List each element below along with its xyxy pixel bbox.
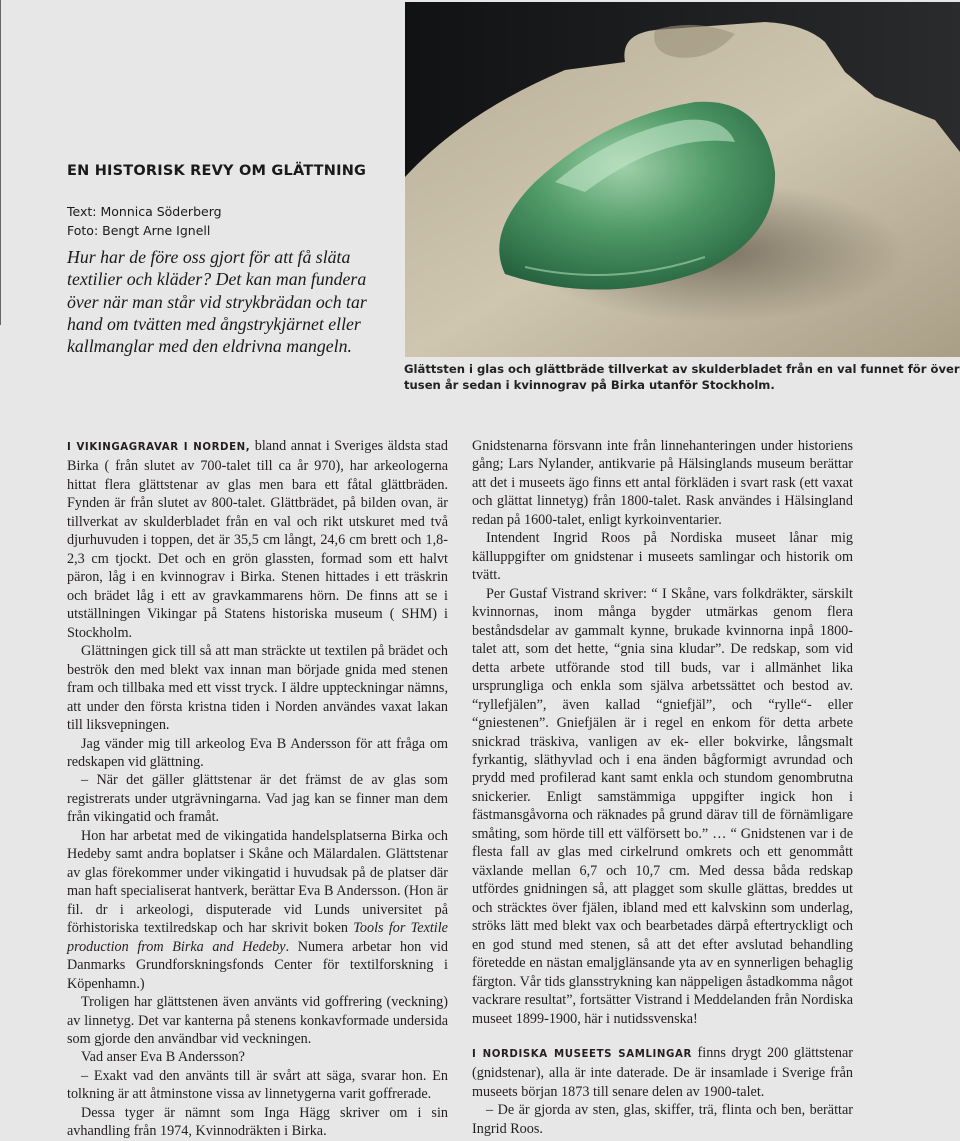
- left-paragraph-5-text-b: . Numera arbetar hon vid Danmarks Grundforskningsfonds Center för textilforskning i Köpenhamn.): [67, 938, 449, 992]
- article-left-column: [67, 437, 448, 1141]
- left-paragraph-8: – Exakt vad den använts till är svårt att säga, svarar hon. En tolkning är att åtminstone vissa av linnetygerna varit goffrerade.: [67, 1067, 448, 1103]
- right-paragraph-1: Gnidstenarna försvann inte från linnehanteringen under historiens gång; Lars Nylander, antikvarie på Hälsinglands museum berättar att det i museets ägo finns ett antal förkläden i svart rask (ett vaxat och glättat linnetyg) från 1800-talet. Rask användes i Hälsingland redan på 1600-talet, enligt kyrkoinventarier.: [472, 438, 853, 528]
- glass-smoothing-stone-photo: [405, 2, 960, 357]
- book-title: Tools for Textile production from Birka and Hedeby: [67, 920, 448, 955]
- article-right-column: [472, 437, 853, 1138]
- left-paragraph-1: [67, 437, 448, 642]
- left-paragraph-4: – När det gäller glättstenar är det främst de av glas som registrerats under utgrävningarna. Vad jag kan se finner man dem från vikingatid och framåt.: [67, 772, 448, 826]
- right-paragraph-3: Per Gustaf Vistrand skriver: “ I Skåne, vars folkdräkter, särskilt kvinnornas, inom många bygder utmärkas genom flera beståndsdelar av gammalt kynne, brukade kvinnorna inpå 1800-talet att, som det hette, “gnia sina kludar”. De redskap, som vid detta arbete utförande stod till buds, var i allmänhet lika ursprungliga och enkla som själva arbetssättet och bestod av. “ryllefjälen”, även kallad “gniefjäl”, och “rylle“- eller “gniestenen”. Gniefjälen är i regel en enkom för detta arbete snickrad träskiva, vanligen av ek- eller bokvirke, långsmalt fyrkantig, släthyvlad och i ena änden bågformigt avrundad och prydd med profilerad kant samt enkla och stundom genombrutna snickerier. Enligt samstämmiga uppgifter ingick hon i fästmansgåvorna och räknades på grund därav till de förnämligare småting, som hörde till ett välförsett bo.” … “ Gnidstenen var i de flesta fall av glas med cirkelrund omkrets och ett genommått växlande mellan 6,7 och 10,7 cm. Med dessa båda redskap utfördes gnidningen så, att plagget som skulle glättas, breddes ut och sträcktes över fjälen, ibland med ett kalvskinn som underlag, ströks lätt med blekt vax och bearbetades därpå eftertryckligt och en god stund med stenen, så att det efter avslutad behandling företedde en nästan emaljglänsande yta av en synnerligen behaglig färgton. Vår tids glansstrykning kan näppeligen åstadkomma något vackrare resultat”, fortsätter Vistrand i Meddelanden från Nordiska museet 1899-1900, här i nutidssvenska!: [472, 585, 853, 1027]
- left-paragraph-3: Jag vänder mig till arkeolog Eva B Andersson för att fråga om redskapen vid glättning.: [67, 735, 448, 770]
- right-runin-heading: I NORDISKA MUSEETS SAMLINGAR: [472, 1049, 692, 1060]
- left-paragraph-6: Troligen har glättstenen även använts vid goffrering (veckning) av linnetyg. Det var kanterna på stenens konkavformade undersida som gjorde den användbar vid veckningen.: [67, 994, 448, 1047]
- left-paragraph-1-text: bland annat i Sveriges äldsta stad Birka ( från slutet av 700-talet till ca år 970), har arkeologerna hittat flera glättstenar av glas men bara ett fåtal glättbräden. Fynden är från slutet av 800-talet. Glättbrädet, på bilden ovan, är tillverkat av skulderbladet från en val och rikt utskuret med två djurhuvuden i toppen, det är 35,5 cm långt, 24,6 cm brett och 1,8-2,3 cm tjockt. Det och en grön glassten, formad som ett halvt päron, låg i en kvinnograv i Birka. Stenen hittades i ett träskrin och brädet låg i ett av gravkammarens hörn. De finns att se i utställningen Vikingar på Statens historiska museum ( SHM) i Stockholm.: [67, 438, 449, 641]
- article-headline: EN HISTORISK REVY OM GLÄTTNING: [67, 163, 367, 179]
- left-paragraph-9: Dessa tyger är nämnt som Inga Hägg skriver om i sin avhandling från 1974, Kvinnodräkten i Birka.: [67, 1104, 448, 1140]
- right-paragraph-4-text: finns drygt 200 glättstenar (gnidstenar), alla är inte daterade. De är insamlade i Sverige från museets början 1873 till senare delen av 1900-talet.: [472, 1045, 853, 1100]
- article-intro: Hur har de före oss gjort för att få släta textilier och kläder? Det kan man fundera över när man står vid strykbrädan och tar hand om tvätten med ångstrykjärnet eller kallmanglar med den eldrivna mangeln.: [67, 247, 367, 357]
- photo-credit: Foto: Bengt Arne Ignell: [67, 223, 211, 238]
- section-gap: [472, 1028, 853, 1044]
- left-paragraph-7: Vad anser Eva B Andersson?: [81, 1049, 245, 1066]
- text-credit: Text: Monnica Söderberg: [67, 204, 222, 219]
- right-paragraph-4: [472, 1044, 853, 1101]
- right-paragraph-2: Intendent Ingrid Roos på Nordiska museet lånar mig källuppgifter om gnidstenar i museets samlingar och historik om tvätt.: [472, 530, 853, 584]
- left-paragraph-5-text-a: Hon har arbetat med de vikingatida handelsplatserna Birka och Hedeby samt andra boplatser i Skåne och Mälardalen. Glättstenar av glas förekommer under vikingatid i huvudsak på de platser där man haft specialiserat hantverk, berättar Eva B Andersson. (Hon är fil. dr i arkeologi, disputerade vid Lunds universitet på förhistoriska textilredskap och har skrivit boken: [67, 827, 448, 937]
- left-runin-heading: I VIKINGAGRAVAR I NORDEN,: [67, 442, 251, 453]
- left-paragraph-5: [67, 827, 448, 993]
- left-paragraph-2: Glättningen gick till så att man sträckte ut textilen på brädet och beströk den med blekt vax innan man började gnida med stenen fram och tillbaka med ett visst tryck. I äldre uppteckningar nämns, att under den första kristna tiden i Norden användes vaxat lakan till liksvepningen.: [67, 643, 448, 734]
- photo-caption: Glättsten i glas och glättbräde tillverkat av skulderbladet från en val funnet för över tusen år sedan i kvinnograv på Birka utanför Stockholm.: [404, 362, 960, 392]
- page-edge-rule: [0, 0, 1, 325]
- right-paragraph-5: – De är gjorda av sten, glas, skiffer, trä, flinta och ben, berättar Ingrid Roos.: [472, 1102, 853, 1137]
